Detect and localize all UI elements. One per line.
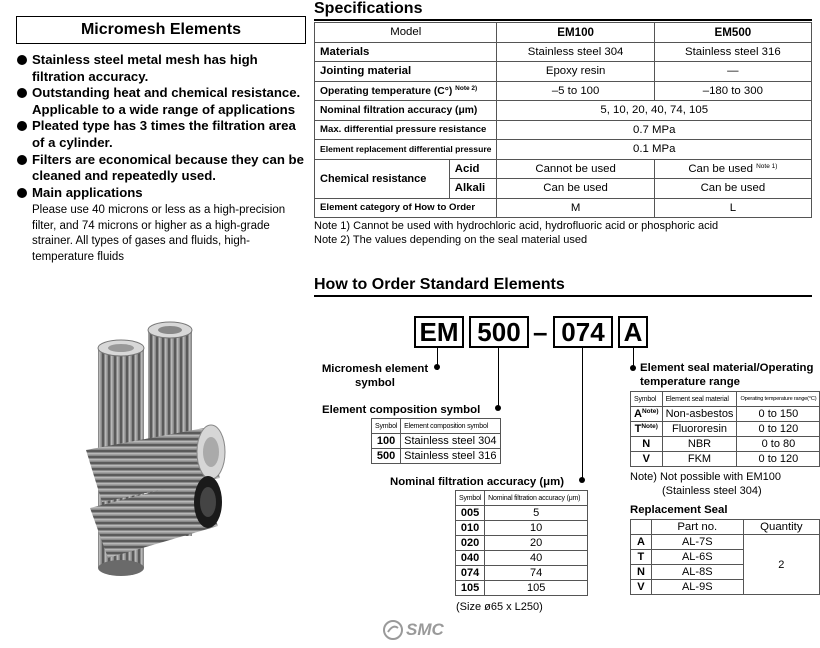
table-row: Element category of How to Order M L xyxy=(315,198,812,218)
divider xyxy=(314,19,812,21)
table-row: Symbol Nominal filtration accuracy (μm) xyxy=(456,491,588,506)
table-row: A AL-7S 2 xyxy=(631,535,820,550)
code-prefix: EM xyxy=(414,316,464,348)
spec-note: Note 2) The values depending on the seal material used xyxy=(314,234,588,246)
bullet-icon xyxy=(17,55,27,65)
code-accuracy: 074 xyxy=(553,316,613,348)
table-row: Jointing material Epoxy resin — xyxy=(315,62,812,82)
divider xyxy=(314,295,812,297)
table-row: 500 Stainless steel 316 xyxy=(372,449,501,464)
seal-note: Note) Not possible with EM100 xyxy=(630,471,782,483)
table-row: 010 10 xyxy=(456,521,588,536)
smc-logo-icon xyxy=(383,620,403,640)
replacement-quantity: 2 xyxy=(743,535,819,595)
table-row: 100 Stainless steel 304 xyxy=(372,434,501,449)
feature-item: Outstanding heat and chemical resistance. Applicable to a wide range of applications xyxy=(16,85,306,118)
table-row: N AL-8S xyxy=(631,565,820,580)
table-row: Materials Stainless steel 304 Stainless steel 316 xyxy=(315,42,812,62)
table-row: Symbol Element composition symbol xyxy=(372,419,501,434)
table-row: V AL-9S xyxy=(631,580,820,595)
code-seal: A xyxy=(618,316,648,348)
accuracy-label: Nominal filtration accuracy (μm) xyxy=(390,476,565,488)
accuracy-table xyxy=(455,490,588,596)
leader-dot xyxy=(495,405,501,411)
smc-logo-text: SMC xyxy=(406,620,444,639)
feature-item: Pleated type has 3 times the filtration area of a cylinder. xyxy=(16,118,306,151)
bullet-icon xyxy=(17,188,27,198)
table-row: Part no. Quantity xyxy=(631,520,820,535)
feature-item: Filters are economical because they can be cleaned and repeatedly used. xyxy=(16,152,306,185)
replacement-seal-title: Replacement Seal xyxy=(630,504,728,516)
table-row: Alkali Can be used Can be used xyxy=(315,179,812,199)
smc-logo xyxy=(383,620,444,640)
table-row: 020 20 xyxy=(456,536,588,551)
table-row: V FKM 0 to 120 xyxy=(631,452,820,467)
table-row: Symbol Element seal material Operating temperature range(°C) xyxy=(631,392,820,407)
table-row: Chemical resistance Acid Cannot be used Can be used $^{Note 1)}$ xyxy=(315,159,812,179)
seal-table xyxy=(630,391,820,467)
section-title-box xyxy=(16,16,306,44)
specifications-table xyxy=(314,22,812,218)
table-row: Max. differential pressure resistance 0.7 MPa xyxy=(315,120,812,140)
header-em500: EM500 xyxy=(654,23,811,43)
bullet-icon xyxy=(17,88,27,98)
bullet-icon xyxy=(17,121,27,131)
product-photo xyxy=(72,318,232,604)
table-row: T AL-6S xyxy=(631,550,820,565)
specifications-title: Specifications xyxy=(314,0,423,17)
micromesh-symbol-label: Micromesh element symbol xyxy=(321,363,429,389)
table-row: Element replacement differential pressure 0.1 MPa xyxy=(315,140,812,160)
leader-dot xyxy=(579,477,585,483)
header-em100: EM100 xyxy=(497,23,654,43)
leader-dot xyxy=(630,365,636,371)
spec-note: Note 1) Cannot be used with hydrochloric acid, hydrofluoric acid or phosphoric acid xyxy=(314,220,719,232)
composition-table xyxy=(371,418,501,464)
table-row: 005 5 xyxy=(456,506,588,521)
composition-label: Element composition symbol xyxy=(322,404,481,416)
code-composition: 500 xyxy=(469,316,529,348)
section-title: Micromesh Elements xyxy=(80,21,242,38)
main-applications-description: Please use 40 microns or less as a high-precision filter, and 74 microns or higher as a high-grade strainer. All types of gases and fluids, high-temperature fluids xyxy=(32,204,286,263)
leader-dot xyxy=(434,364,440,370)
feature-item: Stainless steel metal mesh has high filtration accuracy. xyxy=(16,52,306,85)
table-row: $A^{Note)}$ Non-asbestos 0 to 150 xyxy=(631,407,820,422)
how-to-order-title: How to Order Standard Elements xyxy=(314,276,565,293)
header-model: Model xyxy=(315,23,497,43)
table-row: 074 74 xyxy=(456,566,588,581)
leader-line xyxy=(582,348,583,480)
table-row: 040 40 xyxy=(456,551,588,566)
seal-label: Element seal material/Operating temperature range xyxy=(640,362,814,388)
replacement-seal-table xyxy=(630,519,820,595)
table-row: N NBR 0 to 80 xyxy=(631,437,820,452)
code-dash: – xyxy=(533,317,548,347)
leader-line xyxy=(498,348,499,408)
feature-item: Main applications Please use 40 microns or less as a high-precision filter, and 74 microns or higher as a high-grade strainer. All types of gases and fluids, high-temperature fluids xyxy=(16,185,306,266)
bullet-icon xyxy=(17,155,27,165)
table-row: 105 105 xyxy=(456,581,588,596)
feature-list xyxy=(16,52,306,265)
size-note: (Size ø65 x L250) xyxy=(456,601,543,613)
table-row: Nominal filtration accuracy (μm) 5, 10, 20, 40, 74, 105 xyxy=(315,101,812,121)
table-row: $T^{Note)}$ Fluororesin 0 to 120 xyxy=(631,422,820,437)
table-row xyxy=(315,23,812,43)
seal-note: (Stainless steel 304) xyxy=(662,485,762,497)
table-row: Operating temperature (C°) $^{Note 2)}$ –5 to 100 –180 to 300 xyxy=(315,81,812,101)
